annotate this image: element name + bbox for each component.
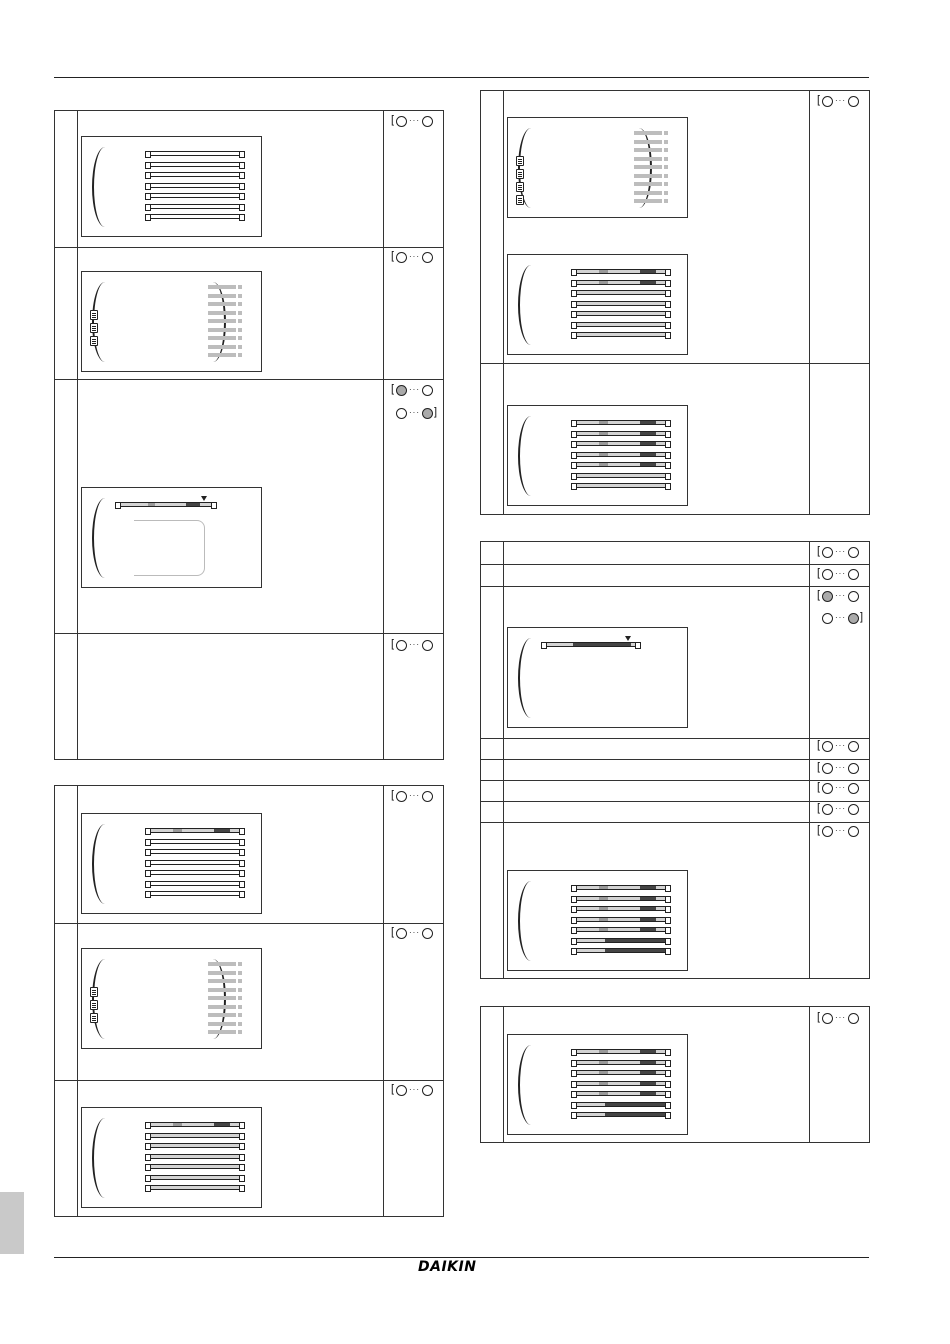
bracket: [	[391, 383, 395, 395]
bar-segment	[214, 1123, 230, 1126]
rotate-and-press-dial-icon	[396, 1085, 407, 1096]
list-line	[208, 996, 236, 1000]
dial-control-icon	[817, 612, 862, 626]
knob	[422, 791, 433, 802]
setting-bar	[576, 927, 666, 932]
setting-bar	[150, 881, 240, 886]
screen-arc	[518, 1045, 544, 1125]
screen-arc	[518, 881, 544, 961]
setting-bar	[576, 896, 666, 901]
rotate-and-press-dial-icon	[822, 783, 833, 794]
step-row	[481, 780, 869, 801]
bar-segment	[599, 886, 608, 889]
bar-segment	[151, 1176, 239, 1179]
time-slider	[546, 642, 636, 647]
bracket: ]	[860, 611, 864, 623]
setting-bar	[576, 332, 666, 337]
setting-bar	[576, 301, 666, 306]
press-dial-icon	[396, 640, 407, 651]
bracket: [	[817, 802, 821, 814]
knob	[848, 569, 859, 580]
schedule-icon	[90, 336, 98, 346]
dots: ···	[409, 385, 420, 394]
dial-control-icon	[391, 639, 436, 653]
brand-logo: DAIKIN	[418, 1259, 477, 1275]
dial-control-icon	[391, 384, 436, 398]
bar-segment	[173, 1123, 182, 1126]
bar-segment	[605, 1103, 665, 1106]
bar-segment	[577, 333, 665, 336]
device-screen	[507, 254, 688, 355]
bar-segment	[640, 281, 656, 284]
bar-segment	[577, 302, 665, 305]
bar-segment	[599, 270, 608, 273]
step-row	[481, 542, 869, 564]
bracket: [	[391, 926, 395, 938]
list-line	[208, 971, 236, 975]
knob	[422, 1085, 433, 1096]
bracket: [	[817, 781, 821, 793]
knob	[422, 385, 433, 396]
setting-bar	[150, 849, 240, 854]
list-line	[208, 311, 236, 315]
setting-bar	[150, 1175, 240, 1180]
bar-segment	[577, 484, 665, 487]
bar-segment	[640, 421, 656, 424]
press-dial-icon	[822, 763, 833, 774]
bar-segment	[577, 312, 665, 315]
rotate-and-press-dial-icon	[396, 116, 407, 127]
dots: ···	[835, 547, 846, 556]
list-line	[208, 336, 236, 340]
press-dial-icon	[822, 741, 833, 752]
bar-segment	[214, 829, 230, 832]
setting-bar	[576, 917, 666, 922]
bar-segment	[605, 1113, 665, 1116]
bracket: [	[817, 589, 821, 601]
bracket: [	[817, 545, 821, 557]
knob	[422, 640, 433, 651]
dots: ···	[835, 96, 846, 105]
setting-bar	[150, 1122, 240, 1127]
bar-segment	[640, 1082, 656, 1085]
dots: ···	[409, 408, 420, 417]
knob	[848, 826, 859, 837]
rotate-and-press-dial-icon	[822, 1013, 833, 1024]
bar-segment	[151, 1165, 239, 1168]
setting-bar	[150, 828, 240, 833]
setting-bar	[150, 860, 240, 865]
dots: ···	[409, 640, 420, 649]
screen-arc	[518, 416, 544, 496]
bar-segment	[640, 1071, 656, 1074]
list-line	[634, 174, 662, 178]
slider-marker-icon	[625, 636, 631, 641]
list-line	[634, 165, 662, 169]
dots: ···	[835, 826, 846, 835]
knob	[422, 928, 433, 939]
setting-bar	[150, 1154, 240, 1159]
device-screen	[81, 487, 262, 588]
setting-bar	[150, 193, 240, 198]
bar-segment	[640, 918, 656, 921]
setting-bar	[576, 473, 666, 478]
setting-bar	[576, 280, 666, 285]
dial-control-icon	[817, 762, 862, 776]
bar-segment	[547, 643, 573, 646]
bracket: [	[817, 567, 821, 579]
bar-segment	[640, 907, 656, 910]
bar-segment	[599, 1061, 608, 1064]
setting-bar	[576, 420, 666, 425]
bar-segment	[577, 323, 665, 326]
bracket: [	[817, 824, 821, 836]
list-line	[208, 345, 236, 349]
bar-segment	[640, 270, 656, 273]
bar-segment	[640, 1061, 656, 1064]
bar-segment	[640, 453, 656, 456]
setting-bar	[150, 1143, 240, 1148]
bar-segment	[599, 281, 608, 284]
dots: ···	[835, 741, 846, 750]
bracket: [	[817, 739, 821, 751]
guide-line	[134, 520, 205, 576]
bar-segment	[151, 1134, 239, 1137]
dots: ···	[409, 116, 420, 125]
knob	[848, 96, 859, 107]
schedule-icon	[90, 1013, 98, 1023]
bar-segment	[577, 474, 665, 477]
bar-segment	[599, 1082, 608, 1085]
dial-control-icon	[817, 825, 862, 839]
bar-segment	[151, 1144, 239, 1147]
bar-segment	[640, 928, 656, 931]
device-screen	[81, 813, 262, 914]
setting-bar	[576, 452, 666, 457]
bracket: ]	[434, 406, 438, 418]
dial-control-icon	[391, 251, 436, 265]
list-line	[208, 353, 236, 357]
bar-segment	[151, 1155, 239, 1158]
dial-filled-icon	[422, 408, 433, 419]
setting-bar	[576, 1102, 666, 1107]
bracket: [	[391, 638, 395, 650]
slider-marker-icon	[201, 496, 207, 501]
dots: ···	[409, 791, 420, 800]
rotate-and-press-dial-icon	[822, 804, 833, 815]
dots: ···	[835, 1013, 846, 1022]
list-line	[208, 1005, 236, 1009]
dots: ···	[835, 804, 846, 813]
setting-bar	[150, 839, 240, 844]
bar-segment	[599, 463, 608, 466]
knob	[848, 763, 859, 774]
edit-icon	[90, 1000, 98, 1010]
setting-bar	[576, 462, 666, 467]
screen-arc	[518, 638, 544, 718]
dots: ···	[835, 783, 846, 792]
dots: ···	[409, 252, 420, 261]
knob	[396, 408, 407, 419]
rotate-and-press-dial-icon	[822, 547, 833, 558]
knob	[848, 547, 859, 558]
knob	[848, 741, 859, 752]
setting-bar	[150, 204, 240, 209]
bar-segment	[173, 829, 182, 832]
bar-segment	[599, 421, 608, 424]
device-screen	[81, 948, 262, 1049]
trash-icon	[90, 987, 98, 997]
list-line	[634, 131, 662, 135]
setting-bar	[150, 1164, 240, 1169]
bar-segment	[640, 1092, 656, 1095]
list-line	[208, 1022, 236, 1026]
knob	[422, 116, 433, 127]
knob	[848, 1013, 859, 1024]
setting-bar	[576, 906, 666, 911]
list-line	[208, 294, 236, 298]
setting-bar	[150, 183, 240, 188]
schedule-icon	[516, 195, 524, 205]
rotate-and-press-dial-icon	[822, 569, 833, 580]
setting-bar	[150, 214, 240, 219]
bar-segment	[577, 291, 665, 294]
setting-bar	[576, 885, 666, 890]
setting-bar	[150, 891, 240, 896]
bar-segment	[599, 1071, 608, 1074]
list-line	[634, 140, 662, 144]
list-line	[208, 962, 236, 966]
step-row	[481, 801, 869, 822]
screen-arc	[92, 1118, 118, 1198]
dial-filled-icon	[822, 591, 833, 602]
header-rule	[54, 77, 869, 78]
setting-bar	[576, 1070, 666, 1075]
dial-control-icon	[817, 568, 862, 582]
setting-bar	[150, 870, 240, 875]
dial-control-icon	[817, 546, 862, 560]
step-row	[55, 633, 443, 761]
bar-segment	[640, 897, 656, 900]
bracket: [	[391, 789, 395, 801]
setting-bar	[576, 948, 666, 953]
screen-arc	[92, 498, 118, 578]
list-line	[208, 285, 236, 289]
list-line	[208, 979, 236, 983]
dial-control-icon	[817, 782, 862, 796]
rotate-and-press-dial-icon	[822, 826, 833, 837]
setting-bar	[576, 1091, 666, 1096]
setting-bar	[576, 1060, 666, 1065]
rotate-and-press-dial-icon	[396, 791, 407, 802]
list-line	[634, 182, 662, 186]
bar-segment	[640, 432, 656, 435]
bar-segment	[640, 442, 656, 445]
list-line	[208, 328, 236, 332]
trash-icon	[516, 156, 524, 166]
bar-segment	[599, 907, 608, 910]
dial-control-icon	[817, 1012, 862, 1026]
bar-segment	[605, 939, 665, 942]
device-screen	[507, 405, 688, 506]
bar-segment	[599, 1050, 608, 1053]
list-line	[208, 319, 236, 323]
setting-bar	[150, 162, 240, 167]
list-line	[208, 302, 236, 306]
list-line	[208, 1013, 236, 1017]
setting-bar	[576, 1081, 666, 1086]
setting-bar	[576, 938, 666, 943]
setting-bar	[576, 322, 666, 327]
device-screen	[81, 136, 262, 237]
setting-bar	[576, 290, 666, 295]
knob	[822, 613, 833, 624]
device-screen	[81, 1107, 262, 1208]
list-line	[634, 199, 662, 203]
bar-segment	[640, 1050, 656, 1053]
bracket: [	[817, 94, 821, 106]
schedule-icon	[516, 182, 524, 192]
dots: ···	[835, 591, 846, 600]
bar-segment	[599, 1092, 608, 1095]
device-screen	[507, 870, 688, 971]
dial-filled-icon	[848, 613, 859, 624]
bar-segment	[599, 928, 608, 931]
setting-bar	[576, 441, 666, 446]
screen-arc	[92, 959, 118, 1039]
dial-control-icon	[817, 590, 862, 604]
screen-arc	[92, 147, 118, 227]
bar-segment	[640, 886, 656, 889]
dots: ···	[409, 928, 420, 937]
step-row	[481, 564, 869, 586]
knob	[422, 252, 433, 263]
list-line	[208, 988, 236, 992]
rotate-and-press-dial-icon	[396, 252, 407, 263]
dots: ···	[835, 763, 846, 772]
dial-control-icon	[817, 803, 862, 817]
bar-segment	[599, 453, 608, 456]
bar-segment	[599, 432, 608, 435]
setting-bar	[576, 1049, 666, 1054]
dial-control-icon	[391, 407, 436, 421]
dots: ···	[409, 1085, 420, 1094]
step-row	[481, 738, 869, 759]
screen-arc	[518, 265, 544, 345]
setting-bar	[576, 483, 666, 488]
screen-arc	[92, 824, 118, 904]
bar-segment	[186, 503, 200, 506]
bracket: [	[391, 114, 395, 126]
dial-control-icon	[391, 1084, 436, 1098]
dial-control-icon	[391, 927, 436, 941]
footer-rule	[54, 1257, 869, 1258]
bracket: [	[391, 250, 395, 262]
knob	[848, 783, 859, 794]
trash-icon	[90, 310, 98, 320]
knob	[848, 591, 859, 602]
setting-bar	[576, 431, 666, 436]
setting-bar	[150, 151, 240, 156]
dial-filled-icon	[396, 385, 407, 396]
dots: ···	[835, 613, 846, 622]
setting-bar	[150, 172, 240, 177]
bracket: [	[817, 1011, 821, 1023]
list-line	[634, 148, 662, 152]
list-line	[634, 191, 662, 195]
dial-control-icon	[817, 95, 862, 109]
bar-segment	[599, 442, 608, 445]
dial-control-icon	[391, 115, 436, 129]
knob	[848, 804, 859, 815]
edit-icon	[90, 323, 98, 333]
device-screen	[507, 117, 688, 218]
time-slider	[120, 502, 212, 507]
bar-segment	[599, 897, 608, 900]
bar-segment	[640, 463, 656, 466]
setting-bar	[576, 269, 666, 274]
rotate-and-press-dial-icon	[396, 928, 407, 939]
bracket: [	[817, 761, 821, 773]
dial-control-icon	[817, 740, 862, 754]
setting-bar	[576, 311, 666, 316]
step-row	[481, 759, 869, 780]
bracket: [	[391, 1083, 395, 1095]
bar-segment	[605, 949, 665, 952]
edit-icon	[516, 169, 524, 179]
dial-control-icon	[391, 790, 436, 804]
rotate-and-press-dial-icon	[822, 96, 833, 107]
dots: ···	[835, 569, 846, 578]
setting-bar	[150, 1185, 240, 1190]
setting-bar	[150, 1133, 240, 1138]
bar-segment	[599, 918, 608, 921]
list-line	[208, 1030, 236, 1034]
bar-segment	[148, 503, 155, 506]
chapter-tab	[0, 1192, 24, 1254]
screen-arc	[92, 282, 118, 362]
setting-bar	[576, 1112, 666, 1117]
device-screen	[507, 627, 688, 728]
device-screen	[81, 271, 262, 372]
bar-segment	[151, 1186, 239, 1189]
list-line	[634, 157, 662, 161]
device-screen	[507, 1034, 688, 1135]
